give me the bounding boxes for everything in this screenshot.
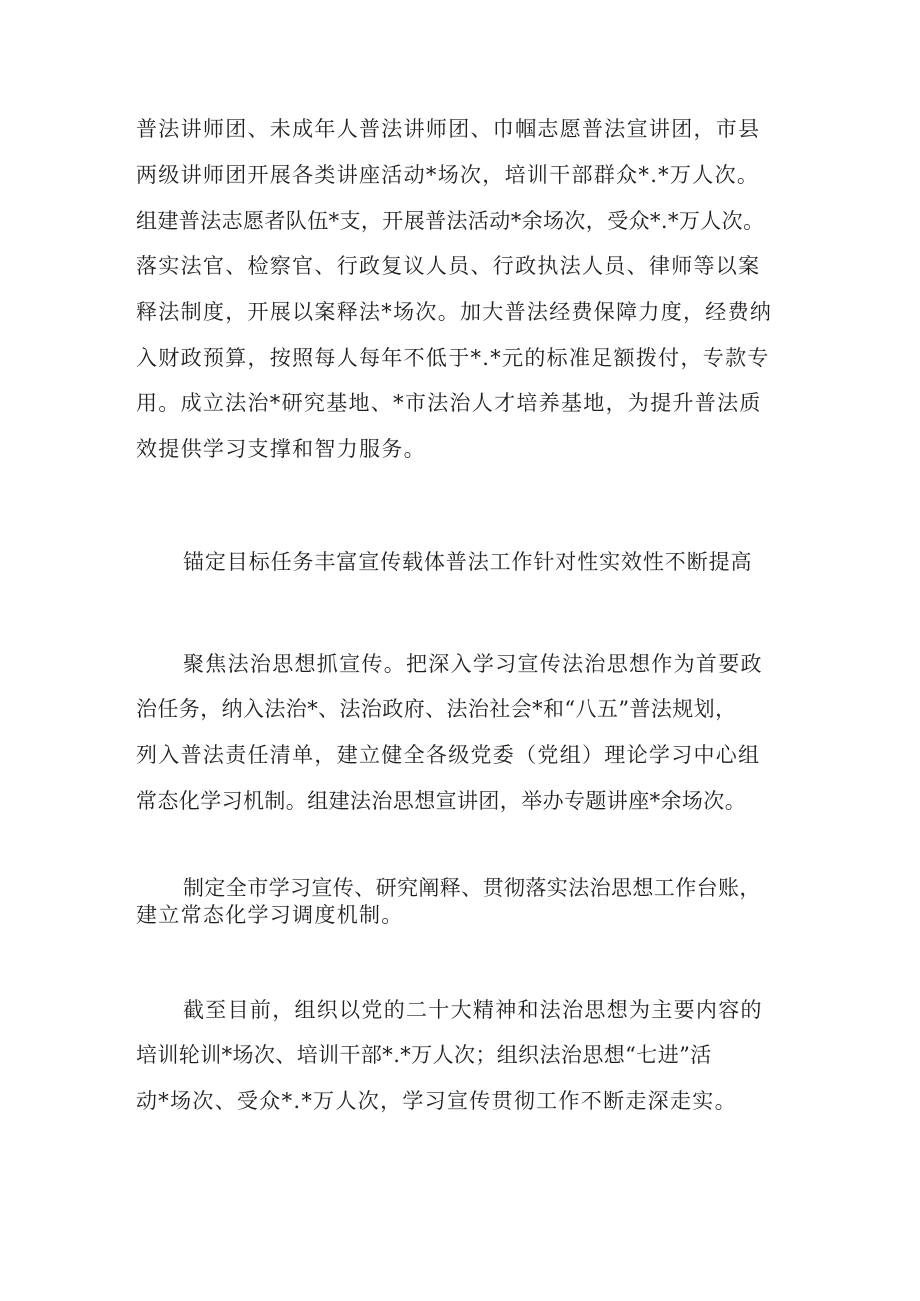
paragraph-3-line-1: 聚焦法治思想抓宣传。把深入学习宣传法治思想作为首要政 [183, 652, 763, 676]
paragraph-1-line-2: 两级讲师团开展各类讲座活动*场次，培训干部群众*.*万人次。 [136, 163, 760, 187]
paragraph-1-line-3: 组建普法志愿者队伍*支，开展普法活动*余场次，受众*.*万人次。 [136, 209, 765, 233]
paragraph-5-line-1: 截至目前，组织以党的二十大精神和法治思想为主要内容的 [183, 998, 763, 1022]
paragraph-1-line-7: 用。成立法治*研究基地、*市法治人才培养基地，为提升普法质 [136, 391, 762, 415]
paragraph-3-line-4: 常态化学习机制。组建法治思想宣讲团，举办专题讲座*余场次。 [136, 789, 747, 813]
paragraph-5-line-2: 培训轮训*场次、培训干部*.*万人次；组织法治思想“七进”活 [136, 1043, 712, 1067]
section-heading: 锚定目标任务丰富宣传载体普法工作针对性实效性不断提高 [183, 550, 753, 574]
paragraph-3-line-3: 列入普法责任清单，建立健全各级党委（党组）理论学习中心组 [136, 743, 761, 767]
paragraph-4-line-2: 建立常态化学习调度机制。 [136, 903, 404, 927]
paragraph-4-line-1: 制定全市学习宣传、研究阐释、贯彻落实法治思想工作台账， [183, 876, 761, 900]
paragraph-5-line-3: 动*场次、受众*.*万人次，学习宣传贯彻工作不断走深走实。 [136, 1089, 737, 1113]
paragraph-1-line-5: 释法制度，开展以案释法*场次。加大普法经费保障力度，经费纳 [136, 300, 773, 324]
paragraph-1-line-1: 普法讲师团、未成年人普法讲师团、巾帼志愿普法宣讲团，市县 [136, 117, 761, 141]
paragraph-1-line-4: 落实法官、检察官、行政复议人员、行政执法人员、律师等以案 [136, 254, 761, 278]
paragraph-1-line-8: 效提供学习支撑和智力服务。 [136, 437, 426, 461]
paragraph-1-line-6: 入财政预算，按照每人每年不低于*.*元的标准足额拨付，专款专 [136, 346, 770, 370]
paragraph-3-line-2: 治任务，纳入法治*、法治政府、法治社会*和“八五”普法规划， [136, 697, 737, 721]
